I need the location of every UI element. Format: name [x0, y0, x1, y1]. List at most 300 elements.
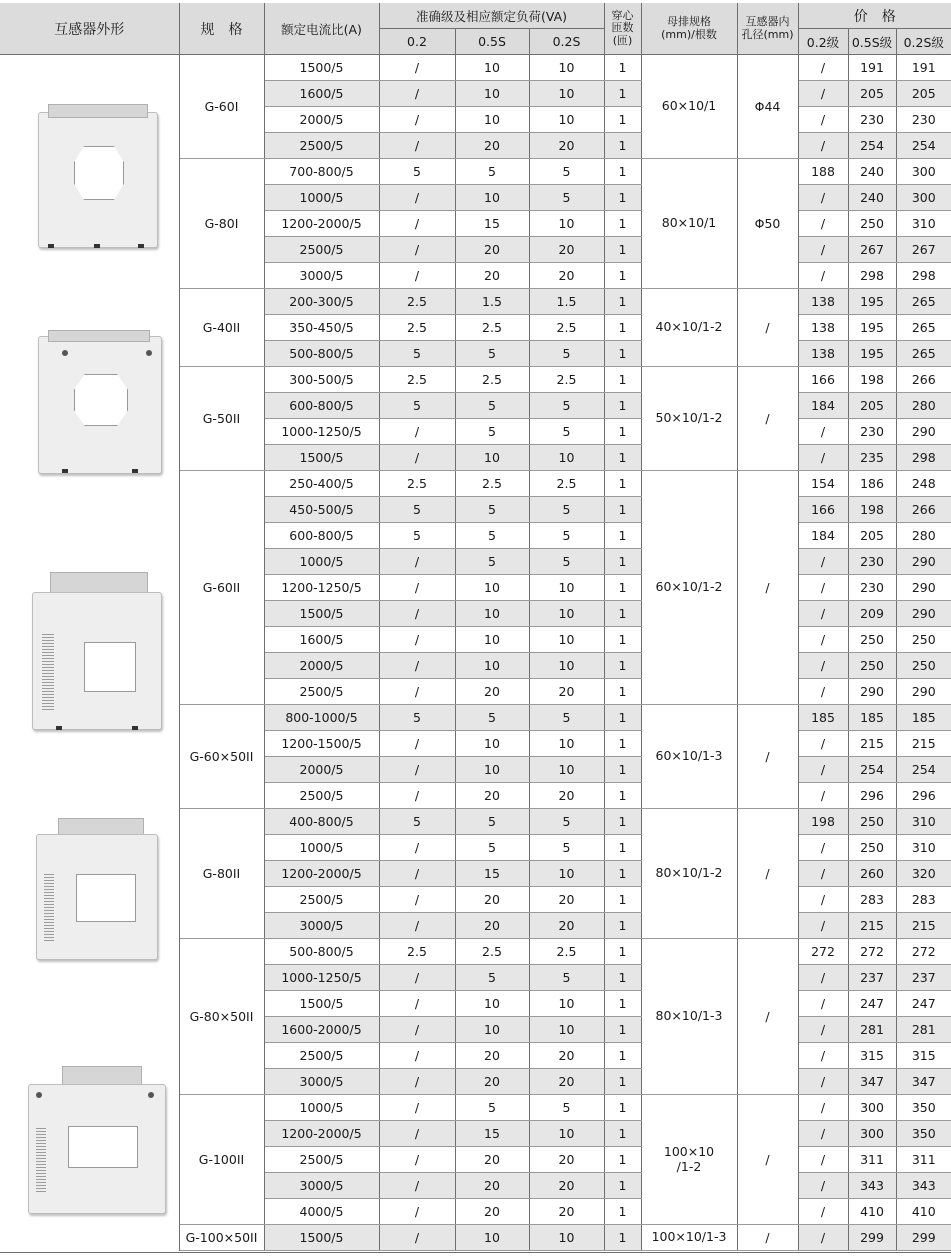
ratio-cell: 1200-1250/5 — [264, 575, 379, 601]
ratio-cell: 1600/5 — [264, 81, 379, 107]
price-02s-cell: 283 — [896, 887, 951, 913]
turns-cell: 1 — [604, 731, 641, 757]
acc-02-cell: / — [379, 757, 455, 783]
acc-02s-cell: 5 — [529, 393, 604, 419]
acc-05s-cell: 10 — [455, 627, 529, 653]
price-02s-cell: 272 — [896, 939, 951, 965]
acc-05s-cell: 2.5 — [455, 367, 529, 393]
price-02-cell: 198 — [798, 809, 848, 835]
acc-02s-cell: 20 — [529, 887, 604, 913]
busbar-cell: 50×10/1-2 — [641, 367, 737, 471]
price-05s-cell: 250 — [848, 627, 896, 653]
ratio-cell: 3000/5 — [264, 1173, 379, 1199]
price-05s-cell: 250 — [848, 835, 896, 861]
header-price-1: 0.5S级 — [848, 29, 896, 55]
acc-02-cell: / — [379, 445, 455, 471]
turns-cell: 1 — [604, 757, 641, 783]
price-02s-cell: 350 — [896, 1095, 951, 1121]
header-acc-0: 0.2 — [379, 29, 455, 55]
price-05s-cell: 410 — [848, 1199, 896, 1225]
acc-05s-cell: 20 — [455, 1069, 529, 1095]
busbar-cell: 80×10/1-3 — [641, 939, 737, 1095]
price-05s-cell: 230 — [848, 549, 896, 575]
acc-02s-cell: 20 — [529, 1147, 604, 1173]
ratio-cell: 4000/5 — [264, 1199, 379, 1225]
ratio-cell: 1500/5 — [264, 445, 379, 471]
ratio-cell: 1000/5 — [264, 549, 379, 575]
price-05s-cell: 185 — [848, 705, 896, 731]
acc-02-cell: / — [379, 965, 455, 991]
turns-cell: 1 — [604, 1199, 641, 1225]
acc-05s-cell: 5 — [455, 835, 529, 861]
acc-05s-cell: 20 — [455, 679, 529, 705]
turns-cell: 1 — [604, 887, 641, 913]
acc-05s-cell: 20 — [455, 237, 529, 263]
header-price-2: 0.2S级 — [896, 29, 951, 55]
acc-02-cell: 5 — [379, 809, 455, 835]
price-05s-cell: 343 — [848, 1173, 896, 1199]
model-cell: G-100×50II — [179, 1225, 264, 1251]
price-02s-cell: 296 — [896, 783, 951, 809]
acc-02-cell: / — [379, 887, 455, 913]
acc-05s-cell: 10 — [455, 55, 529, 81]
price-05s-cell: 254 — [848, 757, 896, 783]
model-cell: G-50II — [179, 367, 264, 471]
ratio-cell: 1600-2000/5 — [264, 1017, 379, 1043]
ratio-cell: 2500/5 — [264, 887, 379, 913]
model-cell: G-40II — [179, 289, 264, 367]
acc-05s-cell: 2.5 — [455, 939, 529, 965]
product-image-g40ii — [38, 330, 163, 475]
turns-cell: 1 — [604, 263, 641, 289]
acc-02s-cell: 20 — [529, 133, 604, 159]
price-05s-cell: 247 — [848, 991, 896, 1017]
price-02s-cell: 254 — [896, 757, 951, 783]
price-05s-cell: 240 — [848, 185, 896, 211]
price-02s-cell: 290 — [896, 549, 951, 575]
acc-02s-cell: 10 — [529, 653, 604, 679]
price-02-cell: 166 — [798, 367, 848, 393]
hole-cell: / — [737, 1225, 798, 1251]
turns-cell: 1 — [604, 81, 641, 107]
price-05s-cell: 195 — [848, 315, 896, 341]
ratio-cell: 500-800/5 — [264, 939, 379, 965]
acc-02s-cell: 20 — [529, 1173, 604, 1199]
price-05s-cell: 205 — [848, 523, 896, 549]
hole-cell: / — [737, 289, 798, 367]
header-model: 规 格 — [179, 3, 264, 55]
acc-02s-cell: 5 — [529, 159, 604, 185]
hole-cell: / — [737, 939, 798, 1095]
turns-cell: 1 — [604, 835, 641, 861]
price-05s-cell: 347 — [848, 1069, 896, 1095]
ratio-cell: 300-500/5 — [264, 367, 379, 393]
price-02s-cell: 265 — [896, 289, 951, 315]
acc-02-cell: 5 — [379, 705, 455, 731]
price-02-cell: / — [798, 133, 848, 159]
price-02-cell: / — [798, 679, 848, 705]
acc-05s-cell: 20 — [455, 783, 529, 809]
price-02-cell: / — [798, 913, 848, 939]
price-02s-cell: 310 — [896, 835, 951, 861]
busbar-cell: 80×10/1-2 — [641, 809, 737, 939]
acc-02-cell: 2.5 — [379, 315, 455, 341]
price-05s-cell: 250 — [848, 809, 896, 835]
price-02-cell: 138 — [798, 289, 848, 315]
price-05s-cell: 300 — [848, 1095, 896, 1121]
turns-cell: 1 — [604, 523, 641, 549]
model-cell: G-60I — [179, 55, 264, 159]
acc-02s-cell: 5 — [529, 835, 604, 861]
ratio-cell: 1000-1250/5 — [264, 965, 379, 991]
acc-02-cell: / — [379, 1199, 455, 1225]
ratio-cell: 1600/5 — [264, 627, 379, 653]
price-05s-cell: 186 — [848, 471, 896, 497]
price-02s-cell: 281 — [896, 1017, 951, 1043]
table-row — [0, 55, 951, 81]
acc-05s-cell: 2.5 — [455, 315, 529, 341]
hole-cell: / — [737, 1095, 798, 1225]
price-02s-cell: 320 — [896, 861, 951, 887]
price-02s-cell: 250 — [896, 627, 951, 653]
acc-02s-cell: 2.5 — [529, 939, 604, 965]
price-05s-cell: 290 — [848, 679, 896, 705]
price-02s-cell: 290 — [896, 679, 951, 705]
price-02-cell: 166 — [798, 497, 848, 523]
header-turns: 穿心 匝数 (匝) — [604, 3, 641, 55]
turns-cell: 1 — [604, 393, 641, 419]
price-05s-cell: 195 — [848, 341, 896, 367]
acc-05s-cell: 5 — [455, 159, 529, 185]
model-cell: G-80II — [179, 809, 264, 939]
header-price-0: 0.2级 — [798, 29, 848, 55]
turns-cell: 1 — [604, 107, 641, 133]
turns-cell: 1 — [604, 237, 641, 263]
price-02-cell: / — [798, 419, 848, 445]
acc-02-cell: 5 — [379, 393, 455, 419]
ratio-cell: 2500/5 — [264, 783, 379, 809]
ratio-cell: 3000/5 — [264, 263, 379, 289]
price-02-cell: / — [798, 237, 848, 263]
price-02-cell: / — [798, 55, 848, 81]
price-02-cell: / — [798, 1121, 848, 1147]
acc-05s-cell: 10 — [455, 1017, 529, 1043]
acc-02s-cell: 5 — [529, 1095, 604, 1121]
price-02s-cell: 215 — [896, 913, 951, 939]
price-02s-cell: 215 — [896, 731, 951, 757]
price-02-cell: 185 — [798, 705, 848, 731]
acc-05s-cell: 10 — [455, 601, 529, 627]
acc-05s-cell: 10 — [455, 185, 529, 211]
model-cell: G-60×50II — [179, 705, 264, 809]
acc-05s-cell: 20 — [455, 263, 529, 289]
acc-02-cell: / — [379, 107, 455, 133]
price-05s-cell: 281 — [848, 1017, 896, 1043]
price-02s-cell: 267 — [896, 237, 951, 263]
turns-cell: 1 — [604, 367, 641, 393]
ratio-cell: 1500/5 — [264, 1225, 379, 1251]
price-05s-cell: 215 — [848, 731, 896, 757]
price-02-cell: / — [798, 861, 848, 887]
acc-05s-cell: 15 — [455, 1121, 529, 1147]
header-shape: 互感器外形 — [0, 3, 179, 55]
acc-02s-cell: 5 — [529, 497, 604, 523]
price-05s-cell: 260 — [848, 861, 896, 887]
acc-02-cell: 2.5 — [379, 471, 455, 497]
acc-05s-cell: 10 — [455, 107, 529, 133]
ratio-cell: 600-800/5 — [264, 393, 379, 419]
acc-05s-cell: 5 — [455, 705, 529, 731]
acc-05s-cell: 10 — [455, 575, 529, 601]
acc-02s-cell: 10 — [529, 1225, 604, 1251]
price-05s-cell: 300 — [848, 1121, 896, 1147]
price-02s-cell: 265 — [896, 341, 951, 367]
price-02-cell: / — [798, 1069, 848, 1095]
price-02-cell: 188 — [798, 159, 848, 185]
ratio-cell: 1200-2000/5 — [264, 211, 379, 237]
busbar-cell: 80×10/1 — [641, 159, 737, 289]
price-05s-cell: 315 — [848, 1043, 896, 1069]
price-02s-cell: 254 — [896, 133, 951, 159]
price-02-cell: / — [798, 835, 848, 861]
price-05s-cell: 230 — [848, 107, 896, 133]
turns-cell: 1 — [604, 497, 641, 523]
acc-02-cell: / — [379, 627, 455, 653]
acc-02-cell: 2.5 — [379, 939, 455, 965]
product-image-g60ii — [32, 572, 162, 732]
ratio-cell: 2500/5 — [264, 237, 379, 263]
price-02s-cell: 280 — [896, 393, 951, 419]
acc-05s-cell: 20 — [455, 887, 529, 913]
turns-cell: 1 — [604, 185, 641, 211]
price-02s-cell: 299 — [896, 1225, 951, 1251]
turns-cell: 1 — [604, 965, 641, 991]
ratio-cell: 2500/5 — [264, 133, 379, 159]
acc-02-cell: 5 — [379, 497, 455, 523]
acc-02-cell: / — [379, 1173, 455, 1199]
acc-02-cell: / — [379, 133, 455, 159]
acc-05s-cell: 5 — [455, 549, 529, 575]
turns-cell: 1 — [604, 211, 641, 237]
acc-02s-cell: 10 — [529, 757, 604, 783]
price-02-cell: / — [798, 81, 848, 107]
acc-02-cell: / — [379, 549, 455, 575]
price-02s-cell: 300 — [896, 159, 951, 185]
price-02s-cell: 410 — [896, 1199, 951, 1225]
acc-02-cell: 5 — [379, 159, 455, 185]
ratio-cell: 1200-1500/5 — [264, 731, 379, 757]
price-02s-cell: 310 — [896, 211, 951, 237]
acc-02s-cell: 20 — [529, 237, 604, 263]
price-02-cell: / — [798, 1225, 848, 1251]
turns-cell: 1 — [604, 289, 641, 315]
acc-02s-cell: 2.5 — [529, 315, 604, 341]
acc-02-cell: / — [379, 731, 455, 757]
ratio-cell: 2500/5 — [264, 1147, 379, 1173]
ratio-cell: 2000/5 — [264, 653, 379, 679]
ratio-cell: 3000/5 — [264, 1069, 379, 1095]
price-02-cell: / — [798, 1095, 848, 1121]
price-05s-cell: 240 — [848, 159, 896, 185]
acc-02-cell: / — [379, 419, 455, 445]
price-02-cell: / — [798, 1173, 848, 1199]
acc-02s-cell: 5 — [529, 809, 604, 835]
acc-05s-cell: 20 — [455, 1043, 529, 1069]
acc-02s-cell: 20 — [529, 1069, 604, 1095]
acc-05s-cell: 5 — [455, 497, 529, 523]
price-05s-cell: 198 — [848, 367, 896, 393]
header-row-1 — [0, 3, 951, 29]
acc-02-cell: / — [379, 783, 455, 809]
price-02-cell: / — [798, 1199, 848, 1225]
model-cell: G-80I — [179, 159, 264, 289]
turns-cell: 1 — [604, 705, 641, 731]
price-02-cell: / — [798, 211, 848, 237]
ratio-cell: 500-800/5 — [264, 341, 379, 367]
acc-02s-cell: 5 — [529, 705, 604, 731]
ratio-cell: 250-400/5 — [264, 471, 379, 497]
acc-05s-cell: 15 — [455, 211, 529, 237]
acc-02-cell: / — [379, 835, 455, 861]
acc-02-cell: / — [379, 861, 455, 887]
price-02-cell: / — [798, 887, 848, 913]
model-cell: G-60II — [179, 471, 264, 705]
acc-05s-cell: 20 — [455, 1173, 529, 1199]
acc-02-cell: / — [379, 81, 455, 107]
price-02s-cell: 230 — [896, 107, 951, 133]
acc-02-cell: / — [379, 913, 455, 939]
price-02-cell: / — [798, 653, 848, 679]
acc-02s-cell: 10 — [529, 445, 604, 471]
acc-02-cell: / — [379, 1017, 455, 1043]
price-02s-cell: 310 — [896, 809, 951, 835]
ratio-cell: 1500/5 — [264, 991, 379, 1017]
acc-02s-cell: 10 — [529, 731, 604, 757]
turns-cell: 1 — [604, 601, 641, 627]
acc-05s-cell: 10 — [455, 81, 529, 107]
acc-02s-cell: 10 — [529, 81, 604, 107]
price-02s-cell: 191 — [896, 55, 951, 81]
acc-05s-cell: 5 — [455, 419, 529, 445]
price-05s-cell: 230 — [848, 575, 896, 601]
price-02s-cell: 265 — [896, 315, 951, 341]
acc-02s-cell: 10 — [529, 1121, 604, 1147]
price-05s-cell: 235 — [848, 445, 896, 471]
turns-cell: 1 — [604, 549, 641, 575]
acc-02s-cell: 10 — [529, 601, 604, 627]
acc-02-cell: / — [379, 575, 455, 601]
acc-02s-cell: 5 — [529, 419, 604, 445]
price-05s-cell: 267 — [848, 237, 896, 263]
price-05s-cell: 298 — [848, 263, 896, 289]
price-02s-cell: 300 — [896, 185, 951, 211]
hole-cell: Φ44 — [737, 55, 798, 159]
header-hole: 互感器内 孔径(mm) — [737, 3, 798, 55]
acc-05s-cell: 5 — [455, 965, 529, 991]
bottom-rule — [0, 1252, 951, 1253]
ratio-cell: 1500/5 — [264, 55, 379, 81]
price-05s-cell: 230 — [848, 419, 896, 445]
price-02s-cell: 290 — [896, 575, 951, 601]
price-02-cell: / — [798, 991, 848, 1017]
header-busbar: 母排规格 (mm)/根数 — [641, 3, 737, 55]
turns-cell: 1 — [604, 627, 641, 653]
price-05s-cell: 205 — [848, 393, 896, 419]
ratio-cell: 2000/5 — [264, 757, 379, 783]
turns-cell: 1 — [604, 1043, 641, 1069]
turns-cell: 1 — [604, 809, 641, 835]
price-02-cell: / — [798, 107, 848, 133]
turns-cell: 1 — [604, 1225, 641, 1251]
price-05s-cell: 254 — [848, 133, 896, 159]
header-price: 价 格 — [798, 3, 951, 29]
acc-02s-cell: 2.5 — [529, 367, 604, 393]
acc-05s-cell: 5 — [455, 393, 529, 419]
price-02-cell: / — [798, 445, 848, 471]
acc-05s-cell: 10 — [455, 653, 529, 679]
acc-02-cell: 2.5 — [379, 289, 455, 315]
ratio-cell: 3000/5 — [264, 913, 379, 939]
hole-cell: Φ50 — [737, 159, 798, 289]
header-acc-2: 0.2S — [529, 29, 604, 55]
product-image-g100ii — [28, 1066, 168, 1216]
price-02s-cell: 266 — [896, 497, 951, 523]
price-05s-cell: 215 — [848, 913, 896, 939]
ratio-cell: 2000/5 — [264, 107, 379, 133]
price-02s-cell: 290 — [896, 601, 951, 627]
acc-02-cell: / — [379, 1225, 455, 1251]
ratio-cell: 350-450/5 — [264, 315, 379, 341]
price-02s-cell: 247 — [896, 991, 951, 1017]
turns-cell: 1 — [604, 55, 641, 81]
acc-02s-cell: 20 — [529, 679, 604, 705]
acc-02-cell: 5 — [379, 341, 455, 367]
acc-02-cell: / — [379, 1147, 455, 1173]
price-02-cell: / — [798, 1043, 848, 1069]
price-02s-cell: 311 — [896, 1147, 951, 1173]
turns-cell: 1 — [604, 159, 641, 185]
price-02s-cell: 280 — [896, 523, 951, 549]
price-02-cell: / — [798, 549, 848, 575]
turns-cell: 1 — [604, 1095, 641, 1121]
busbar-cell: 60×10/1 — [641, 55, 737, 159]
turns-cell: 1 — [604, 679, 641, 705]
ratio-cell: 1000/5 — [264, 185, 379, 211]
ratio-cell: 200-300/5 — [264, 289, 379, 315]
acc-05s-cell: 10 — [455, 731, 529, 757]
acc-02s-cell: 10 — [529, 1017, 604, 1043]
ratio-cell: 600-800/5 — [264, 523, 379, 549]
ratio-cell: 1000-1250/5 — [264, 419, 379, 445]
ratio-cell: 400-800/5 — [264, 809, 379, 835]
ratio-cell: 1500/5 — [264, 601, 379, 627]
header-acc-1: 0.5S — [455, 29, 529, 55]
acc-05s-cell: 5 — [455, 523, 529, 549]
acc-05s-cell: 20 — [455, 1147, 529, 1173]
acc-02-cell: / — [379, 1095, 455, 1121]
price-02s-cell: 266 — [896, 367, 951, 393]
acc-02s-cell: 20 — [529, 913, 604, 939]
acc-02s-cell: 10 — [529, 575, 604, 601]
acc-05s-cell: 2.5 — [455, 471, 529, 497]
product-image-g60i — [38, 104, 158, 249]
price-02s-cell: 237 — [896, 965, 951, 991]
price-02-cell: / — [798, 1147, 848, 1173]
acc-02s-cell: 10 — [529, 627, 604, 653]
ratio-cell: 2500/5 — [264, 1043, 379, 1069]
price-02-cell: / — [798, 731, 848, 757]
busbar-cell: 40×10/1-2 — [641, 289, 737, 367]
